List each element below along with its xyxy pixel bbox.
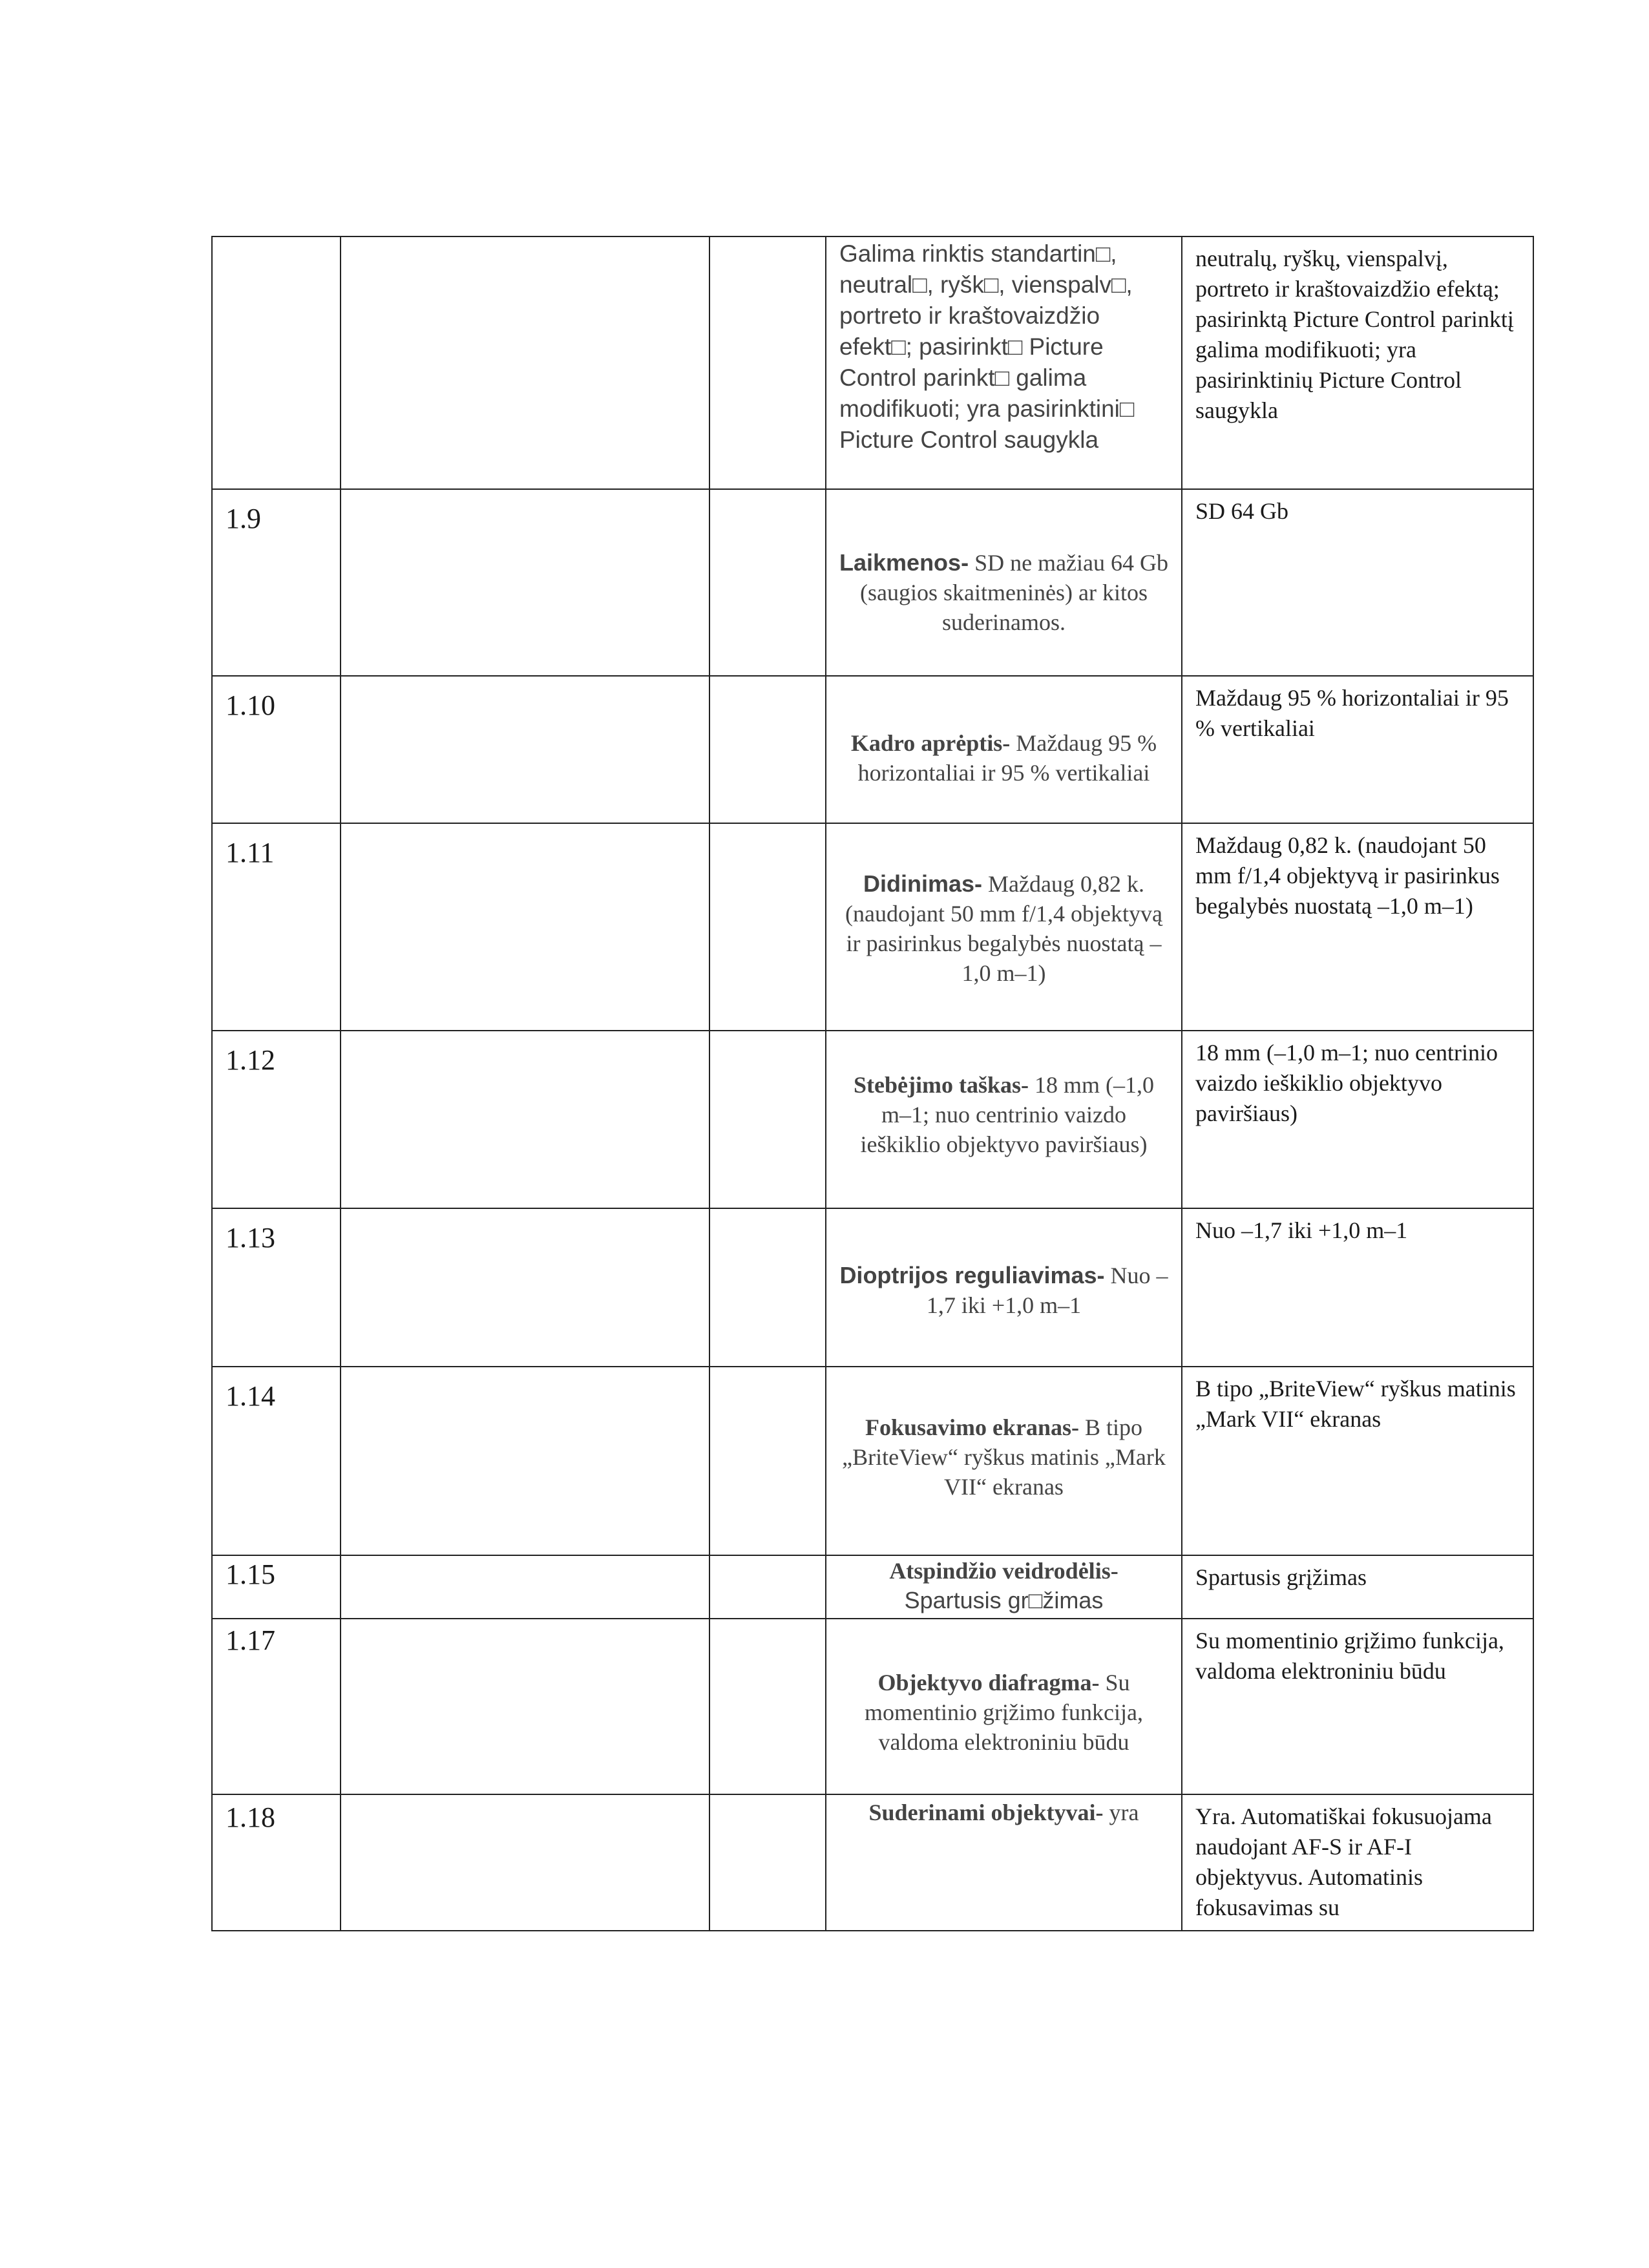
requirement-text: Spartusis gr□žimas	[904, 1587, 1104, 1613]
empty-cell	[341, 1367, 709, 1555]
table-row	[212, 1555, 1533, 1619]
requirement-text: Maždaug 95 % horizontaliai ir 95 % vertikaliai	[857, 730, 1157, 786]
requirement-label: Laikmenos-	[839, 549, 969, 576]
requirement-text: Su momentinio grįžimo funkcija, valdoma elektroniniu būdu	[865, 1670, 1143, 1755]
row-number: 1.11	[212, 823, 341, 1031]
requirement-label: Fokusavimo ekranas-	[865, 1414, 1079, 1440]
row-number: 1.18	[212, 1794, 341, 1931]
requirement-cell	[826, 1794, 1182, 1931]
offer-cell: Su momentinio grįžimo funkcija, valdoma elektroniniu būdu	[1182, 1619, 1533, 1794]
requirement-text: Maždaug 0,82 k. (naudojant 50 mm f/1,4 objektyvą ir pasirinkus begalybės nuostatą –1,0 m–1)	[845, 871, 1162, 986]
row-number: 1.17	[212, 1619, 341, 1794]
row-number: 1.15	[212, 1555, 341, 1619]
requirement-text: 18 mm (–1,0 m–1; nuo centrinio vaizdo ieškiklio objektyvo paviršiaus)	[860, 1072, 1154, 1157]
requirement-label: Kadro aprėptis-	[850, 730, 1011, 756]
empty-cell	[341, 489, 709, 676]
empty-cell	[709, 823, 826, 1031]
empty-cell	[709, 676, 826, 823]
offer-cell: Spartusis grįžimas	[1182, 1555, 1533, 1619]
requirement-label: Atspindžio veidrodėlis-	[889, 1558, 1119, 1584]
requirement-label: Dioptrijos reguliavimas-	[839, 1262, 1105, 1288]
specification-table	[211, 236, 1534, 1931]
table-row	[212, 236, 1533, 489]
row-number: 1.13	[212, 1208, 341, 1367]
requirement-text: Nuo –1,7 iki +1,0 m–1	[926, 1263, 1168, 1318]
offer-cell: Maždaug 95 % horizontaliai ir 95 % vertikaliai	[1182, 676, 1533, 823]
requirement-text: B tipo „BriteView“ ryškus matinis „Mark VII“ ekranas	[842, 1414, 1166, 1500]
requirement-cell	[826, 1619, 1182, 1794]
requirement-label: Stebėjimo taškas-	[854, 1072, 1029, 1098]
table-row	[212, 1794, 1533, 1931]
empty-cell	[341, 1619, 709, 1794]
requirement-label: Suderinami objektyvai-	[868, 1800, 1104, 1825]
offer-cell: 18 mm (–1,0 m–1; nuo centrinio vaizdo ieškiklio objektyvo paviršiaus)	[1182, 1031, 1533, 1208]
table-row	[212, 823, 1533, 1031]
row-number: 1.9	[212, 489, 341, 676]
table-row	[212, 489, 1533, 676]
requirement-cell	[826, 1031, 1182, 1208]
row-number: 1.10	[212, 676, 341, 823]
requirement-cell	[826, 676, 1182, 823]
row-number: 1.12	[212, 1031, 341, 1208]
empty-cell	[709, 1555, 826, 1619]
requirement-cell	[826, 236, 1182, 489]
empty-cell	[709, 1367, 826, 1555]
empty-cell	[709, 1619, 826, 1794]
empty-cell	[341, 676, 709, 823]
requirement-cell	[826, 1367, 1182, 1555]
empty-cell	[709, 1794, 826, 1931]
offer-cell: Maždaug 0,82 k. (naudojant 50 mm f/1,4 objektyvą ir pasirinkus begalybės nuostatą –1,0 m–1)	[1182, 823, 1533, 1031]
table-row	[212, 1208, 1533, 1367]
requirement-text: Galima rinktis standartin□, neutral□, ryšk□, vienspalv□, portreto ir kraštovaizdžio efekt□; pasirinkt□ Picture Control parinkt□ galima modifikuoti; yra pasirinktini□ Picture Control saugykla	[839, 240, 1135, 453]
table-row	[212, 1031, 1533, 1208]
requirement-label: Objektyvo diafragma-	[877, 1670, 1100, 1696]
requirement-cell	[826, 823, 1182, 1031]
offer-cell: Nuo –1,7 iki +1,0 m–1	[1182, 1208, 1533, 1367]
row-number	[212, 236, 341, 489]
requirement-cell	[826, 1208, 1182, 1367]
row-number: 1.14	[212, 1367, 341, 1555]
table-row	[212, 676, 1533, 823]
requirement-label: Didinimas-	[863, 870, 983, 897]
empty-cell	[341, 236, 709, 489]
requirement-text: SD ne mažiau 64 Gb (saugios skaitmeninės) ar kitos suderinamos.	[860, 550, 1168, 635]
empty-cell	[341, 1031, 709, 1208]
offer-cell: B tipo „BriteView“ ryškus matinis „Mark VII“ ekranas	[1182, 1367, 1533, 1555]
empty-cell	[709, 1031, 826, 1208]
offer-cell: Yra. Automatiškai fokusuojama naudojant AF-S ir AF-I objektyvus. Automatinis fokusavimas su	[1182, 1794, 1533, 1931]
empty-cell	[341, 823, 709, 1031]
requirement-cell	[826, 1555, 1182, 1619]
empty-cell	[341, 1555, 709, 1619]
empty-cell	[709, 236, 826, 489]
requirement-cell	[826, 489, 1182, 676]
requirement-text: yra	[1103, 1800, 1139, 1825]
empty-cell	[341, 1208, 709, 1367]
offer-cell: neutralų, ryškų, vienspalvį, portreto ir kraštovaizdžio efektą; pasirinktą Picture Control parinktį galima modifikuoti; yra pasirinktinių Picture Control saugykla	[1182, 236, 1533, 489]
offer-cell: SD 64 Gb	[1182, 489, 1533, 676]
empty-cell	[709, 1208, 826, 1367]
table-row	[212, 1367, 1533, 1555]
table-row	[212, 1619, 1533, 1794]
empty-cell	[341, 1794, 709, 1931]
empty-cell	[709, 489, 826, 676]
